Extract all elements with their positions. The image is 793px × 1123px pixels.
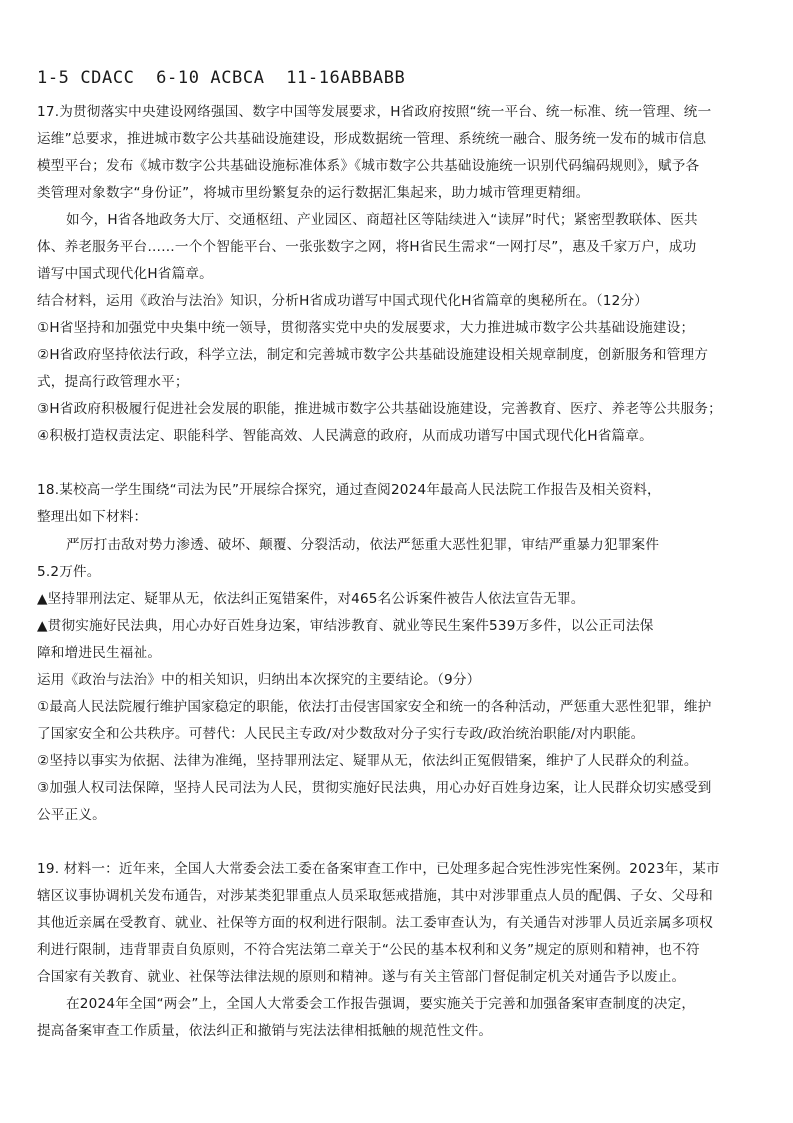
q17-line: 运维”总要求，推进城市数字公共基础设施建设，形成数据统一管理、系统统一融合、服务统一发布的城市信息 [37, 131, 707, 147]
q19-line: 提高备案审查工作质量，依法纠正和撤销与宪法法律相抵触的规范性文件。 [37, 1023, 493, 1039]
q18-answer-point: ①最高人民法院履行维护国家稳定的职能，依法打击侵害国家安全和统一的各种活动，严惩重大恶性犯罪，维护 [37, 699, 712, 715]
answer-key: 1-5 CDACC 6-10 ACBCA 11-16ABBABB [37, 68, 406, 88]
q19-line: 19. 材料一：近年来，全国人大常委会法工委在备案审查工作中，已处理多起合宪性涉宪性案例。2023年，某市 [37, 861, 720, 877]
q18-material: 障和增进民生福祉。 [37, 645, 162, 661]
q18-answer-point: ③加强人权司法保障，坚持人民司法为人民，贯彻实施好民法典，用心办好百姓身边案，让人民群众切实感受到 [37, 780, 712, 796]
q18-material: 严厉打击敌对势力渗透、破坏、颠覆、分裂活动，依法严惩重大恶性犯罪，审结严重暴力犯罪案件 [66, 537, 660, 553]
q19-line: 利进行限制，违背罪责自负原则，不符合宪法第二章关于“公民的基本权利和义务”规定的原则和精神，也不符 [37, 942, 700, 958]
q18-material: 5.2万件。 [37, 564, 101, 580]
q17-answer-point: 式，提高行政管理水平； [37, 374, 189, 390]
q18-answer-point: ②坚持以事实为依据、法律为准绳，坚持罪刑法定、疑罪从无，依法纠正冤假错案，维护了人民群众的利益。 [37, 753, 698, 769]
q19-line: 在2024年全国“两会”上，全国人大常委会工作报告强调，要实施关于完善和加强备案审查制度的决定， [66, 996, 696, 1012]
q17-line: 谱写中国式现代化H省篇章。 [37, 266, 213, 282]
q18-answer-point: 了国家安全和公共秩序。可替代：人民民主专政/对少数敌对分子实行专政/政治统治职能/对内职能。 [37, 726, 645, 742]
q17-line: 体、养老服务平台……一个个智能平台、一张张数字之网，将H省民生需求“一网打尽”，惠及千家万户，成功 [37, 239, 697, 255]
q18-line: 18.某校高一学生围绕“司法为民”开展综合探究，通过查阅2024年最高人民法院工作报告及相关资料， [37, 482, 661, 498]
q19-line: 其他近亲属在受教育、就业、社保等方面的权利进行限制。法工委审查认为，有关通告对涉罪人员近亲属多项权 [37, 915, 713, 931]
q19-line: 合国家有关教育、就业、社保等法律法规的原则和精神。遂与有关主管部门督促制定机关对通告予以废止。 [37, 969, 686, 985]
q18-material: ▲坚持罪刑法定、疑罪从无，依法纠正冤错案件，对465名公诉案件被告人依法宣告无罪。 [37, 591, 585, 607]
q17-answer-point: ②H省政府坚持依法行政，科学立法，制定和完善城市数字公共基础设施建设相关规章制度，创新服务和管理方 [37, 347, 709, 363]
q18-question: 运用《政治与法治》中的相关知识，归纳出本次探究的主要结论。（9分） [37, 672, 481, 688]
q19-line: 辖区议事协调机关发布通告，对涉某类犯罪重点人员采取惩戒措施，其中对涉罪重点人员的配偶、子女、父母和 [37, 888, 713, 904]
q18-answer-point: 公平正义。 [37, 807, 106, 823]
q17-answer-point: ④积极打造权责法定、职能科学、智能高效、人民满意的政府，从而成功谱写中国式现代化H省篇章。 [37, 428, 653, 444]
q17-line: 17.为贯彻落实中央建设网络强国、数字中国等发展要求，H省政府按照“统一平台、统一标准、统一管理、统一 [37, 104, 712, 120]
q17-line: 如今，H省各地政务大厅、交通枢纽、产业园区、商超社区等陆续进入“读屏”时代；紧密型教联体、医共 [66, 212, 698, 228]
q17-answer-point: ①H省坚持和加强党中央集中统一领导，贯彻落实党中央的发展要求，大力推进城市数字公共基础设施建设； [37, 320, 695, 336]
q17-answer-point: ③H省政府积极履行促进社会发展的职能，推进城市数字公共基础设施建设，完善教育、医疗、养老等公共服务； [37, 401, 722, 417]
q18-material: ▲贯彻实施好民法典，用心办好百姓身边案，审结涉教育、就业等民生案件539万多件，以公正司法保 [37, 618, 654, 634]
q18-line: 整理出如下材料： [37, 509, 148, 525]
q17-line: 模型平台；发布《城市数字公共基础设施标准体系》《城市数字公共基础设施统一识别代码编码规则》，赋予各 [37, 158, 700, 174]
q17-line: 类管理对象数字“身份证”，将城市里纷繁复杂的运行数据汇集起来，助力城市管理更精细。 [37, 185, 590, 201]
q17-question: 结合材料，运用《政治与法治》知识，分析H省成功谱写中国式现代化H省篇章的奥秘所在。（12分） [37, 293, 649, 309]
